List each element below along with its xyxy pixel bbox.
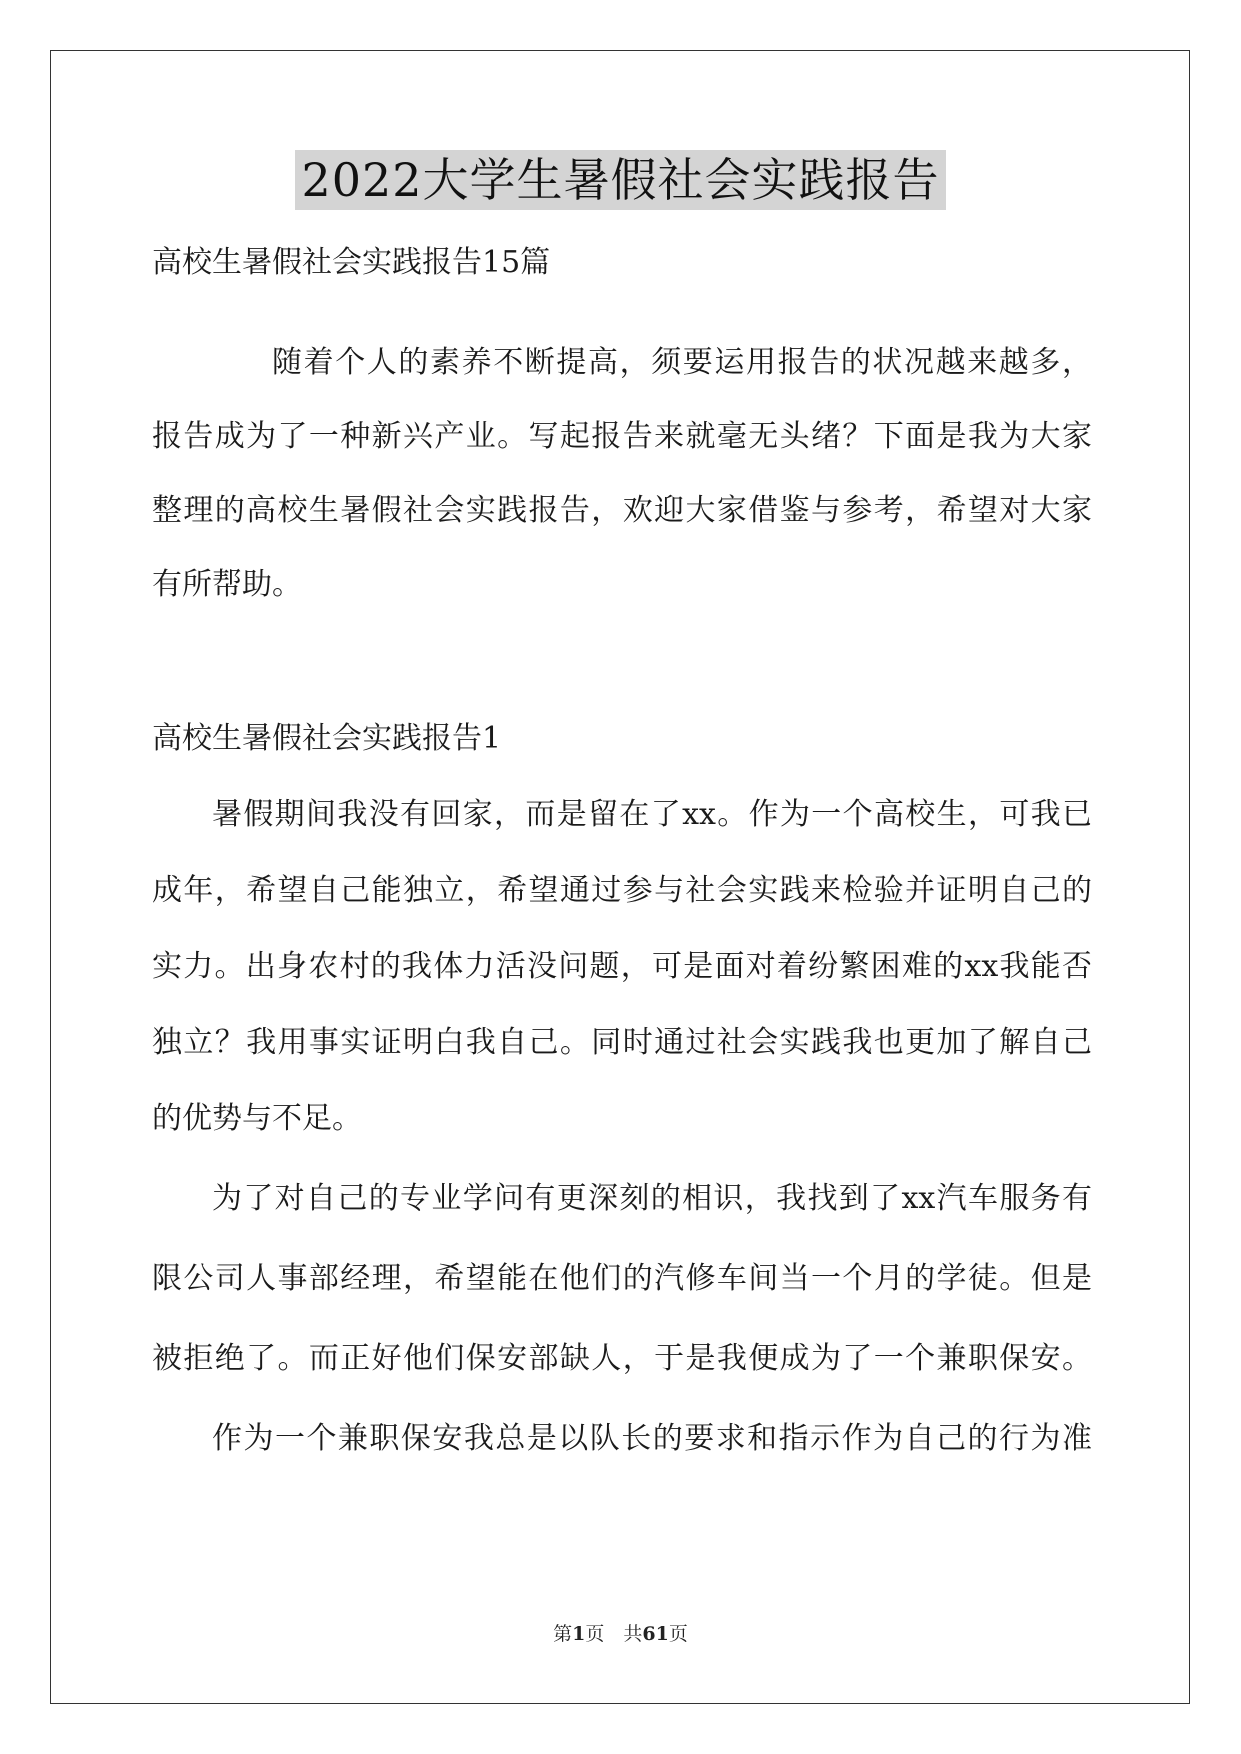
- paragraph-line: 独立？我用事实证明白我自己。同时通过社会实践我也更加了解自己: [152, 1025, 1092, 1060]
- paragraph-line: 被拒绝了。而正好他们保安部缺人，于是我便成为了一个兼职保安。: [152, 1341, 1092, 1376]
- section-heading: 高校生暑假社会实践报告1: [152, 721, 502, 756]
- paragraph-line: 作为一个兼职保安我总是以队长的要求和指示作为自己的行为准: [212, 1421, 1092, 1456]
- paragraph-line: 整理的高校生暑假社会实践报告，欢迎大家借鉴与参考，希望对大家: [152, 493, 1092, 528]
- paragraph-line: 有所帮助。: [152, 567, 302, 602]
- page-footer: [0, 1622, 1241, 1646]
- paragraph-line: 成年，希望自己能独立，希望通过参与社会实践来检验并证明自己的: [152, 873, 1092, 908]
- subtitle: 高校生暑假社会实践报告15篇: [152, 245, 551, 280]
- paragraph-line: 限公司人事部经理，希望能在他们的汽修车间当一个月的学徒。但是: [152, 1261, 1092, 1296]
- footer-suffix: 页: [668, 1623, 688, 1645]
- footer-mid: 页 共: [585, 1623, 643, 1645]
- title-container: [0, 150, 1241, 210]
- document-title: 2022大学生暑假社会实践报告: [295, 150, 945, 210]
- paragraph-line: 为了对自己的专业学问有更深刻的相识，我找到了xx汽车服务有: [212, 1181, 1092, 1216]
- footer-prefix: 第: [553, 1623, 573, 1645]
- paragraph-line: 随着个人的素养不断提高，须要运用报告的状况越来越多，: [272, 345, 1092, 380]
- total-page-number: 61: [642, 1623, 669, 1645]
- paragraph-line: 暑假期间我没有回家，而是留在了xx。作为一个高校生，可我已: [212, 797, 1092, 832]
- current-page-number: 1: [572, 1623, 586, 1645]
- paragraph-line: 的优势与不足。: [152, 1101, 362, 1136]
- paragraph-line: 报告成为了一种新兴产业。写起报告来就毫无头绪？下面是我为大家: [152, 419, 1092, 454]
- paragraph-line: 实力。出身农村的我体力活没问题，可是面对着纷繁困难的xx我能否: [152, 949, 1092, 984]
